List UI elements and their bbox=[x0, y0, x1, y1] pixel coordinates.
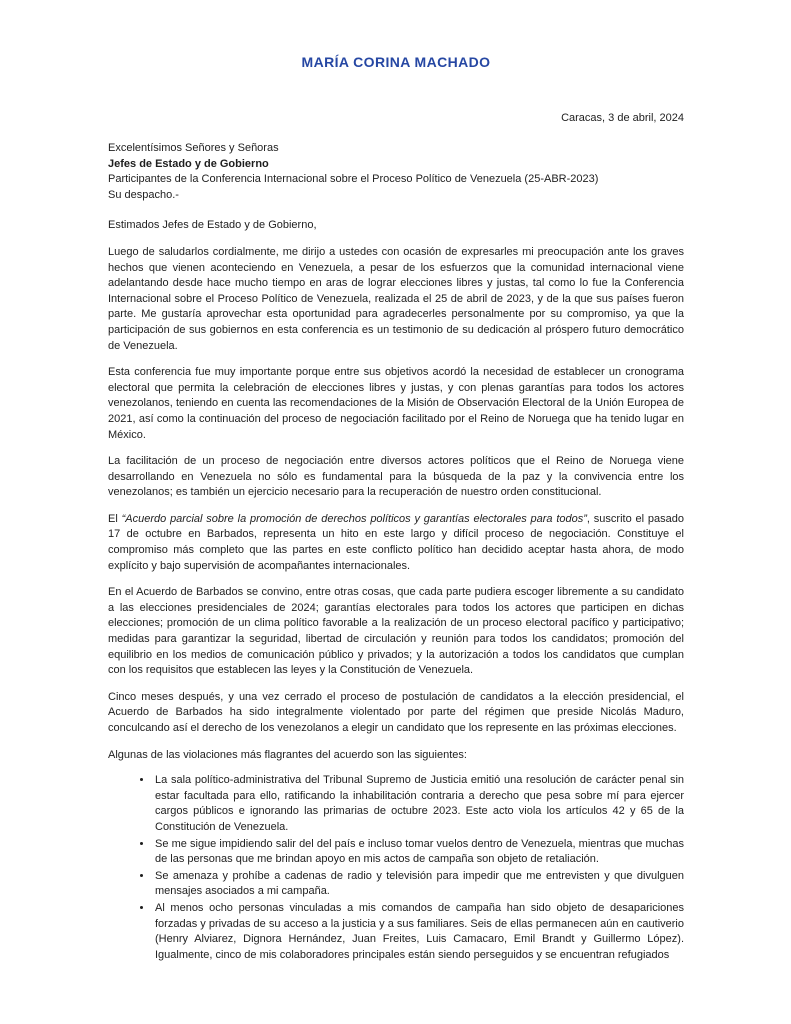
paragraph bbox=[108, 690, 684, 737]
paragraph-segment: Cinco meses después, y una vez cerrado el proceso de postulación de candidatos a la elección presidencial, el Acuerdo de Barbados ha sido integralmente violentado por parte del régimen que preside Nicolás Maduro, conculcando así el derecho de los venezolanos a elegir un candidato que los represente en las próximas elecciones. bbox=[108, 690, 684, 734]
recipient-line: Participantes de la Conferencia Internacional sobre el Proceso Político de Venezuela (25-ABR-2023) bbox=[108, 173, 599, 186]
paragraph bbox=[108, 454, 684, 501]
violation-item: • Se me sigue impidiendo salir del del país e incluso tomar vuelos dentro de Venezuela, mientras que muchas de las personas que me brindan apoyo en mis actos de campaña son objeto de retaliación. bbox=[153, 837, 684, 868]
paragraph-segment-italic: “Acuerdo parcial sobre la promoción de derechos políticos y garantías electorales para todos” bbox=[121, 512, 587, 525]
paragraph bbox=[108, 365, 684, 443]
salutation: Estimados Jefes de Estado y de Gobierno, bbox=[108, 219, 317, 232]
paragraph-segment: Luego de saludarlos cordialmente, me dirijo a ustedes con ocasión de expresarles mi preocupación ante los graves hechos que vienen aconteciendo en Venezuela, a pesar de los esfuerzos que la comunidad internacional viene adelantando desde hace mucho tiempo en aras de lograr elecciones libres y justas, tal como lo fue la Conferencia Internacional sobre el Proceso Político de Venezuela, realizada el 25 de abril de 2023, y de la que sus países fueron parte. Me gustaría aprovechar esta oportunidad para agradecerles personalmente por su compromiso, ya que la participación de sus gobiernos en esta conferencia es un testimonio de su dedicación al próspero futuro democrático de Venezuela. bbox=[108, 245, 684, 352]
letterhead-title: MARÍA CORINA MACHADO bbox=[301, 54, 491, 70]
letter-body bbox=[108, 245, 684, 963]
violations-intro: Algunas de las violaciones más flagrantes del acuerdo son las siguientes: bbox=[108, 748, 467, 761]
paragraph bbox=[108, 585, 684, 679]
recipient-line: Jefes de Estado y de Gobierno bbox=[108, 157, 269, 170]
paragraph bbox=[108, 512, 684, 574]
recipient-block bbox=[108, 141, 684, 203]
violation-item: • La sala político-administrativa del Tribunal Supremo de Justicia emitió una resolución de carácter penal sin estar facultada para ello, ratificando la inhabilitación contraria a derecho que pesa sobre mí para ejercer cargos públicos e ignorando las primarias de octubre 2023. Este acto viola los artículos 42 y 65 de la Constitución de Venezuela. bbox=[153, 773, 684, 835]
violations-list bbox=[108, 773, 684, 963]
paragraph-segment: El bbox=[108, 512, 122, 525]
paragraph-segment: , suscrito el pasado 17 de octubre en Barbados, representa un hito en este largo y difícil proceso de negociación. Constituye el compromiso más completo que las partes en este conflicto político han decidido aceptar hasta ahora, de modo explícito y bajo supervisión de acompañantes internacionales. bbox=[108, 512, 684, 572]
violation-item: • Al menos ocho personas vinculadas a mis comandos de campaña han sido objeto de desapariciones forzadas y privadas de su acceso a la justicia y a sus familiares. Seis de ellas permanecen aún en cautiverio (Henry Alviarez, Dignora Hernández, Juan Freites, Luis Camacaro, Emil Brandt y Guillermo López). Igualmente, cinco de mis colaboradores principales están siendo perseguidos y se encuentran refugiados bbox=[153, 901, 684, 963]
paragraph-segment: La facilitación de un proceso de negociación entre diversos actores políticos que el Reino de Noruega viene desarrollando en Venezuela no sólo es fundamental para la búsqueda de la paz y la convivencia entre los venezolanos; es también un ejercicio necesario para la recuperación de nuestro orden constitucional. bbox=[108, 455, 684, 499]
paragraph-segment: Esta conferencia fue muy importante porque entre sus objetivos acordó la necesidad de establecer un cronograma electoral que permita la celebración de elecciones libres y justas, y con plenas garantías para todos los actores venezolanos, teniendo en cuenta las recomendaciones de la Misión de Observación Electoral de la Unión Europea de 2021, así como la continuación del proceso de negociación facilitado por el Reino de Noruega que ha tenido lugar en México. bbox=[108, 366, 684, 441]
dateline: Caracas, 3 de abril, 2024 bbox=[561, 112, 684, 124]
paragraph bbox=[108, 245, 684, 354]
paragraphs-container bbox=[108, 245, 684, 737]
violation-item: • Se amenaza y prohíbe a cadenas de radio y televisión para impedir que me entrevisten y que divulguen mensajes asociados a mi campaña. bbox=[153, 869, 684, 900]
paragraph-segment: En el Acuerdo de Barbados se convino, entre otras cosas, que cada parte pudiera escoger libremente a su candidato a las elecciones presidenciales de 2024; garantías electorales para todos los actores que participen en dichas elecciones; promoción de un clima político favorable a la realización de un proceso electoral pacífico y participativo; medidas para garantizar la seguridad, libertad de circulación y reunión para todos los candidatos; promoción del equilibrio en los medios de comunicación público y privados; y la autorización a todos los candidatos que cumplan con los requisitos que establecen las leyes y la Constitución de Venezuela. bbox=[108, 586, 684, 677]
recipient-line: Excelentísimos Señores y Señoras bbox=[108, 142, 279, 154]
recipient-line: Su despacho.- bbox=[108, 188, 179, 201]
